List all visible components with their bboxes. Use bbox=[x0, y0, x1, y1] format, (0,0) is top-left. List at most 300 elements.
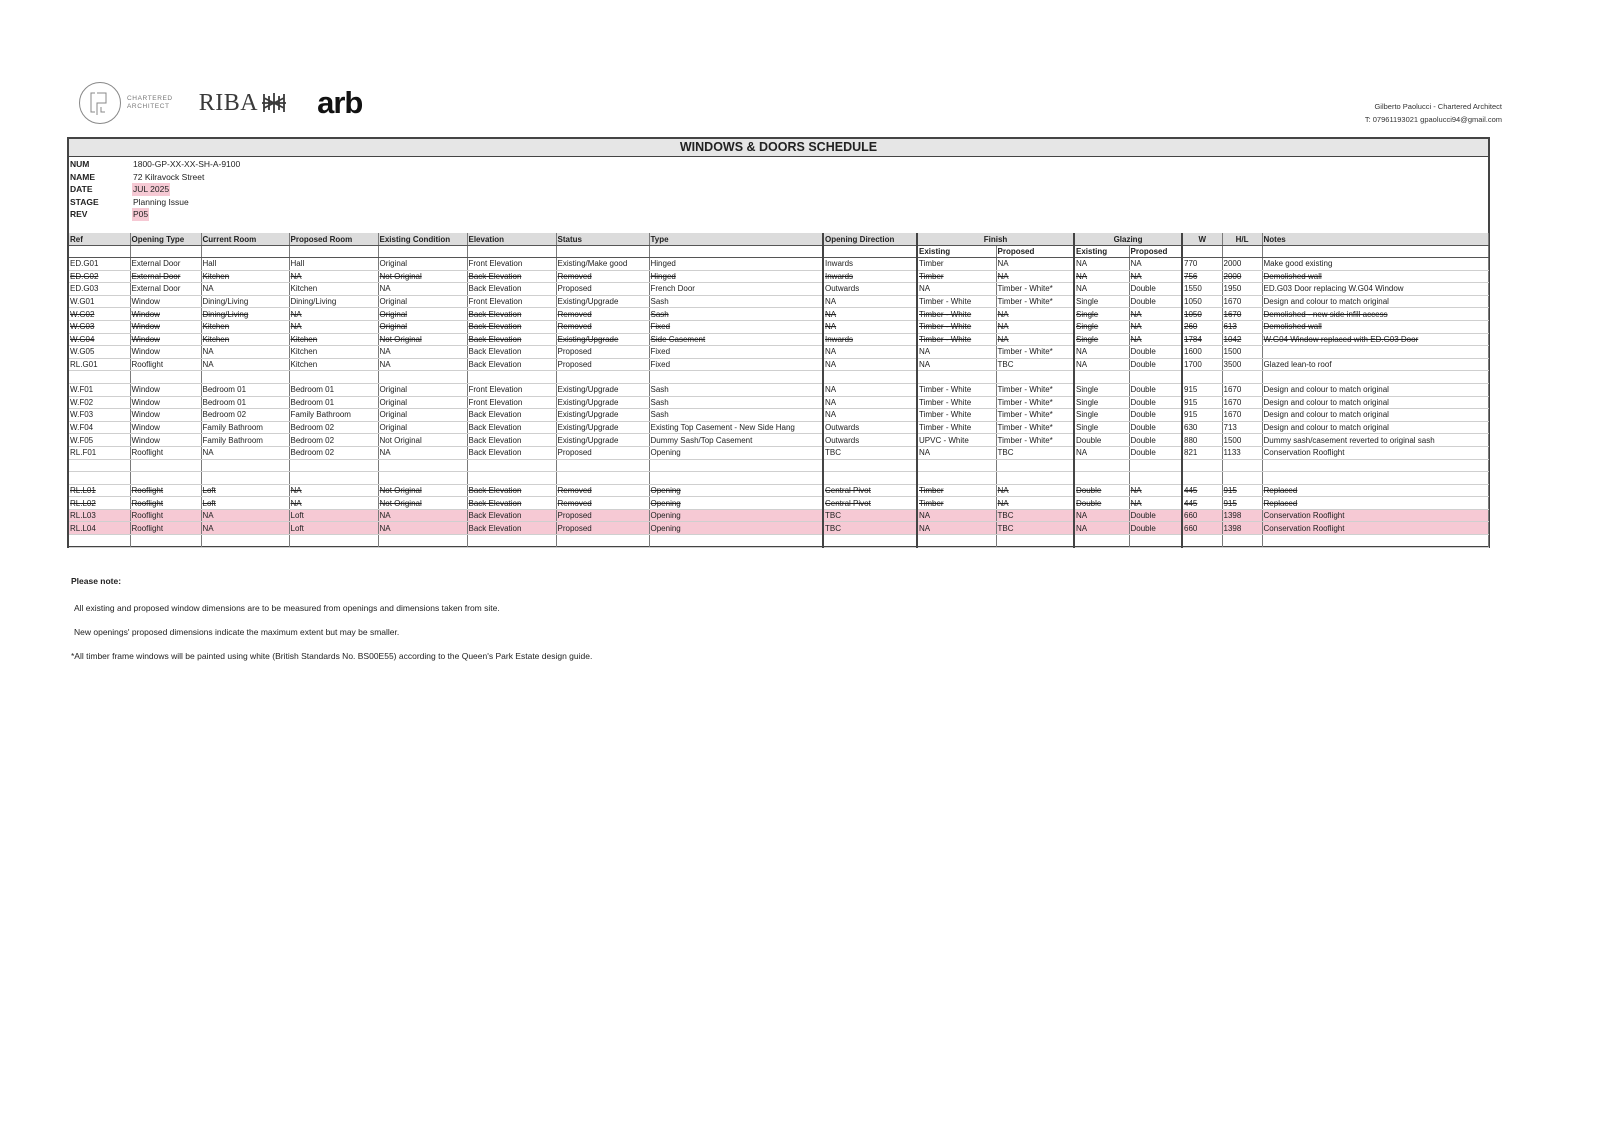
table-row bbox=[69, 522, 1488, 535]
table-cell: Loft bbox=[201, 497, 289, 510]
table-cell: NA bbox=[1074, 522, 1129, 535]
table-cell: 756 bbox=[1182, 270, 1222, 283]
table-cell: 1398 bbox=[1222, 522, 1262, 535]
table-row bbox=[69, 346, 1488, 359]
table-row bbox=[69, 283, 1488, 296]
table-cell: 1670 bbox=[1222, 396, 1262, 409]
table-cell: Back Elevation bbox=[467, 346, 556, 359]
table-cell: NA bbox=[823, 383, 917, 396]
table-cell: Opening bbox=[649, 484, 823, 497]
table-cell: Window bbox=[130, 333, 201, 346]
table-cell bbox=[201, 535, 289, 548]
table-cell: NA bbox=[1074, 446, 1129, 459]
table-cell: TBC bbox=[996, 358, 1074, 371]
table-cell: ED.G03 Door replacing W.G04 Window bbox=[1262, 283, 1488, 296]
table-cell: 1784 bbox=[1182, 333, 1222, 346]
table-cell: Demolished - new side infill access bbox=[1262, 308, 1488, 321]
table-cell: 3500 bbox=[1222, 358, 1262, 371]
table-cell: NA bbox=[201, 283, 289, 296]
table-cell bbox=[996, 371, 1074, 384]
table-cell: Existing/Upgrade bbox=[556, 421, 649, 434]
col-proposed-room: Proposed Room bbox=[289, 233, 378, 246]
table-cell: Dummy sash/casement reverted to original sash bbox=[1262, 434, 1488, 447]
table-cell bbox=[1129, 472, 1182, 485]
table-cell: 1550 bbox=[1182, 283, 1222, 296]
table-cell: Not Original bbox=[378, 270, 467, 283]
table-cell: NA bbox=[996, 484, 1074, 497]
table-cell: 770 bbox=[1182, 258, 1222, 271]
table-cell: Window bbox=[130, 383, 201, 396]
table-cell: Timber - White* bbox=[996, 409, 1074, 422]
table-cell: 1050 bbox=[1182, 308, 1222, 321]
table-row bbox=[69, 421, 1488, 434]
table-cell: Original bbox=[378, 308, 467, 321]
table-cell: Sash bbox=[649, 308, 823, 321]
table-cell: 2000 bbox=[1222, 270, 1262, 283]
col-glazing: Glazing bbox=[1074, 233, 1182, 246]
table-cell bbox=[1262, 535, 1488, 548]
table-cell: NA bbox=[1074, 358, 1129, 371]
table-cell: 915 bbox=[1182, 396, 1222, 409]
table-cell bbox=[996, 535, 1074, 548]
table-cell: Single bbox=[1074, 308, 1129, 321]
table-row bbox=[69, 333, 1488, 346]
table-cell: Window bbox=[130, 434, 201, 447]
table-cell: Make good existing bbox=[1262, 258, 1488, 271]
table-cell: NA bbox=[996, 333, 1074, 346]
table-spacer-row bbox=[69, 371, 1488, 384]
table-cell: Outwards bbox=[823, 421, 917, 434]
table-cell: 713 bbox=[1222, 421, 1262, 434]
table-cell: Outwards bbox=[823, 283, 917, 296]
table-cell bbox=[556, 371, 649, 384]
table-cell: TBC bbox=[996, 446, 1074, 459]
note-line: All existing and proposed window dimensions are to be measured from openings and dimensions taken from site. bbox=[74, 603, 500, 613]
table-cell: Bedroom 01 bbox=[201, 383, 289, 396]
table-cell: RL.L01 bbox=[69, 484, 130, 497]
table-cell: Timber - White bbox=[917, 409, 996, 422]
table-cell: NA bbox=[1074, 283, 1129, 296]
table-cell: Back Elevation bbox=[467, 446, 556, 459]
table-cell: Window bbox=[130, 396, 201, 409]
table-cell bbox=[1182, 535, 1222, 548]
table-cell: Window bbox=[130, 409, 201, 422]
table-cell bbox=[823, 535, 917, 548]
table-cell: Opening bbox=[649, 509, 823, 522]
table-cell: Single bbox=[1074, 295, 1129, 308]
meta-row bbox=[69, 158, 1488, 171]
col-finish: Finish bbox=[917, 233, 1074, 246]
table-cell: NA bbox=[1129, 320, 1182, 333]
table-spacer-row bbox=[69, 459, 1488, 472]
table-cell: W.G01 bbox=[69, 295, 130, 308]
table-cell: NA bbox=[823, 409, 917, 422]
table-cell: Dummy Sash/Top Casement bbox=[649, 434, 823, 447]
gp-logo-line1: CHARTERED bbox=[127, 95, 173, 102]
table-cell: Design and colour to match original bbox=[1262, 421, 1488, 434]
table-cell: NA bbox=[378, 283, 467, 296]
table-cell bbox=[467, 472, 556, 485]
col-existing-condition: Existing Condition bbox=[378, 233, 467, 246]
table-cell: Removed bbox=[556, 270, 649, 283]
table-cell: RL.L04 bbox=[69, 522, 130, 535]
table-header-row bbox=[69, 233, 1488, 246]
table-cell: W.G02 bbox=[69, 308, 130, 321]
table-cell: TBC bbox=[823, 509, 917, 522]
table-cell: NA bbox=[1074, 258, 1129, 271]
table-cell bbox=[378, 535, 467, 548]
logo-bar bbox=[78, 79, 362, 127]
table-cell: NA bbox=[378, 446, 467, 459]
meta-row bbox=[69, 183, 1488, 196]
table-cell: Double bbox=[1074, 434, 1129, 447]
schedule-table bbox=[69, 233, 1489, 548]
table-cell: Sash bbox=[649, 409, 823, 422]
table-cell: 915 bbox=[1222, 497, 1262, 510]
table-cell: TBC bbox=[823, 522, 917, 535]
schedule-sheet bbox=[67, 137, 1490, 548]
table-cell: Back Elevation bbox=[467, 308, 556, 321]
table-row bbox=[69, 409, 1488, 422]
table-row bbox=[69, 270, 1488, 283]
table-cell bbox=[1074, 472, 1129, 485]
table-cell: ED.G01 bbox=[69, 258, 130, 271]
table-cell: Kitchen bbox=[201, 270, 289, 283]
table-cell: Proposed bbox=[556, 346, 649, 359]
table-cell: NA bbox=[201, 346, 289, 359]
meta-value: Planning Issue bbox=[133, 196, 189, 207]
table-cell: Double bbox=[1129, 409, 1182, 422]
riba-wordmark: RIBA bbox=[198, 89, 259, 116]
table-cell: Single bbox=[1074, 421, 1129, 434]
table-cell bbox=[1222, 535, 1262, 548]
table-cell: External Door bbox=[130, 258, 201, 271]
table-cell: ED.G03 bbox=[69, 283, 130, 296]
table-spacer-row bbox=[69, 535, 1488, 548]
table-cell bbox=[1182, 371, 1222, 384]
table-cell: W.F01 bbox=[69, 383, 130, 396]
table-cell bbox=[467, 459, 556, 472]
table-cell: NA bbox=[1129, 484, 1182, 497]
table-cell: Central Pivot bbox=[823, 484, 917, 497]
table-cell bbox=[130, 535, 201, 548]
table-cell: Not Original bbox=[378, 484, 467, 497]
table-cell: Fixed bbox=[649, 358, 823, 371]
col-notes: Notes bbox=[1262, 233, 1488, 246]
table-cell: Sash bbox=[649, 295, 823, 308]
table-cell: Loft bbox=[289, 509, 378, 522]
notes-heading: Please note: bbox=[71, 576, 122, 586]
table-cell: Hall bbox=[289, 258, 378, 271]
table-cell: 1500 bbox=[1222, 434, 1262, 447]
table-cell: 915 bbox=[1182, 383, 1222, 396]
table-row bbox=[69, 497, 1488, 510]
table-cell bbox=[378, 459, 467, 472]
table-cell: NA bbox=[289, 308, 378, 321]
table-cell: Replaced bbox=[1262, 497, 1488, 510]
table-cell bbox=[1262, 371, 1488, 384]
table-cell: Bedroom 02 bbox=[289, 421, 378, 434]
table-cell: Timber bbox=[917, 484, 996, 497]
table-cell: NA bbox=[917, 522, 996, 535]
table-cell: NA bbox=[917, 346, 996, 359]
table-cell: Back Elevation bbox=[467, 333, 556, 346]
table-cell: NA bbox=[378, 509, 467, 522]
sheet-title: WINDOWS & DOORS SCHEDULE bbox=[69, 139, 1488, 157]
table-cell bbox=[649, 371, 823, 384]
table-cell: Hinged bbox=[649, 270, 823, 283]
table-cell bbox=[1222, 459, 1262, 472]
table-cell: Timber - White* bbox=[996, 283, 1074, 296]
table-cell bbox=[289, 472, 378, 485]
col-type: Type bbox=[649, 233, 823, 246]
table-cell: Front Elevation bbox=[467, 396, 556, 409]
table-cell bbox=[1129, 459, 1182, 472]
table-cell: Opening bbox=[649, 522, 823, 535]
table-cell: Front Elevation bbox=[467, 295, 556, 308]
table-cell: Window bbox=[130, 346, 201, 359]
table-cell: Rooflight bbox=[130, 484, 201, 497]
table-cell: Kitchen bbox=[289, 358, 378, 371]
table-cell: 1670 bbox=[1222, 308, 1262, 321]
table-cell bbox=[556, 472, 649, 485]
table-cell: NA bbox=[1129, 270, 1182, 283]
table-cell bbox=[69, 472, 130, 485]
table-cell: Removed bbox=[556, 484, 649, 497]
table-cell: NA bbox=[201, 522, 289, 535]
table-cell: 1670 bbox=[1222, 295, 1262, 308]
table-cell: 915 bbox=[1182, 409, 1222, 422]
table-cell bbox=[917, 371, 996, 384]
table-cell: NA bbox=[823, 358, 917, 371]
table-row bbox=[69, 446, 1488, 459]
table-row bbox=[69, 295, 1488, 308]
table-cell: ED.G02 bbox=[69, 270, 130, 283]
table-cell: Double bbox=[1129, 446, 1182, 459]
table-cell: Existing/Upgrade bbox=[556, 333, 649, 346]
table-cell: Kitchen bbox=[289, 283, 378, 296]
table-cell: NA bbox=[1074, 270, 1129, 283]
table-cell: Window bbox=[130, 308, 201, 321]
sheet-meta bbox=[69, 157, 1488, 232]
table-cell bbox=[289, 535, 378, 548]
table-cell: Family Bathroom bbox=[201, 421, 289, 434]
table-cell: Family Bathroom bbox=[289, 409, 378, 422]
table-cell: NA bbox=[289, 497, 378, 510]
table-cell: NA bbox=[917, 509, 996, 522]
col-glazing-proposed: Proposed bbox=[1129, 246, 1182, 258]
table-cell: 613 bbox=[1222, 320, 1262, 333]
table-cell: Rooflight bbox=[130, 497, 201, 510]
table-cell: Window bbox=[130, 320, 201, 333]
table-cell: Rooflight bbox=[130, 509, 201, 522]
table-cell: Existing/Upgrade bbox=[556, 295, 649, 308]
table-cell bbox=[1129, 371, 1182, 384]
table-cell: Double bbox=[1129, 346, 1182, 359]
col-opening-direction: Opening Direction bbox=[823, 233, 917, 246]
table-cell bbox=[823, 371, 917, 384]
table-cell: Conservation Rooflight bbox=[1262, 509, 1488, 522]
table-cell: Original bbox=[378, 409, 467, 422]
table-cell: 1398 bbox=[1222, 509, 1262, 522]
table-cell: NA bbox=[378, 522, 467, 535]
col-glazing-existing: Existing bbox=[1074, 246, 1129, 258]
table-cell: External Door bbox=[130, 270, 201, 283]
table-cell: 1050 bbox=[1182, 295, 1222, 308]
note-line: New openings' proposed dimensions indicate the maximum extent but may be smaller. bbox=[74, 627, 400, 637]
table-cell bbox=[289, 371, 378, 384]
table-cell: Timber - White bbox=[917, 333, 996, 346]
table-cell bbox=[1182, 472, 1222, 485]
table-cell: Not Original bbox=[378, 497, 467, 510]
table-cell: 1670 bbox=[1222, 409, 1262, 422]
table-cell: 1042 bbox=[1222, 333, 1262, 346]
table-cell: Bedroom 01 bbox=[289, 383, 378, 396]
table-cell: Hinged bbox=[649, 258, 823, 271]
table-cell: Demolished wall bbox=[1262, 270, 1488, 283]
table-cell: W.F04 bbox=[69, 421, 130, 434]
table-cell: Inwards bbox=[823, 270, 917, 283]
table-cell: Single bbox=[1074, 409, 1129, 422]
table-cell: Existing/Make good bbox=[556, 258, 649, 271]
table-cell bbox=[69, 459, 130, 472]
table-cell: Front Elevation bbox=[467, 383, 556, 396]
table-cell: Original bbox=[378, 421, 467, 434]
table-cell: 1133 bbox=[1222, 446, 1262, 459]
table-cell: Window bbox=[130, 421, 201, 434]
table-cell: TBC bbox=[823, 446, 917, 459]
table-cell: Opening bbox=[649, 497, 823, 510]
table-cell: 821 bbox=[1182, 446, 1222, 459]
table-cell bbox=[917, 459, 996, 472]
table-cell: Bedroom 02 bbox=[201, 409, 289, 422]
table-cell bbox=[467, 535, 556, 548]
table-cell: Double bbox=[1129, 283, 1182, 296]
table-cell: Timber - White* bbox=[996, 346, 1074, 359]
table-cell: Loft bbox=[289, 522, 378, 535]
table-cell: Back Elevation bbox=[467, 283, 556, 296]
table-row bbox=[69, 308, 1488, 321]
meta-value: P05 bbox=[133, 209, 149, 219]
table-cell: Inwards bbox=[823, 258, 917, 271]
table-cell: NA bbox=[1129, 258, 1182, 271]
table-cell: NA bbox=[201, 358, 289, 371]
table-cell bbox=[996, 459, 1074, 472]
table-cell: NA bbox=[996, 497, 1074, 510]
meta-label: DATE bbox=[70, 184, 93, 194]
table-cell: Original bbox=[378, 396, 467, 409]
note-line: *All timber frame windows will be painted using white (British Standards No. BS00E55) according to the Queen's Park Estate design guide. bbox=[71, 651, 593, 661]
table-cell: Timber - White* bbox=[996, 383, 1074, 396]
table-cell: Double bbox=[1129, 509, 1182, 522]
table-cell: Conservation Rooflight bbox=[1262, 522, 1488, 535]
table-row bbox=[69, 396, 1488, 409]
meta-row bbox=[69, 208, 1488, 221]
table-cell: Kitchen bbox=[289, 346, 378, 359]
table-cell: W.F03 bbox=[69, 409, 130, 422]
table-cell: Double bbox=[1074, 497, 1129, 510]
table-cell bbox=[467, 371, 556, 384]
table-cell: 915 bbox=[1222, 484, 1262, 497]
table-cell: NA bbox=[1074, 346, 1129, 359]
table-cell: Existing/Upgrade bbox=[556, 434, 649, 447]
table-cell: Single bbox=[1074, 383, 1129, 396]
gp-monogram-icon bbox=[78, 81, 122, 125]
col-elevation: Elevation bbox=[467, 233, 556, 246]
table-cell: NA bbox=[201, 446, 289, 459]
table-cell: NA bbox=[917, 358, 996, 371]
table-cell: W.G04 Window replaced with ED.G03 Door bbox=[1262, 333, 1488, 346]
table-cell: Timber - White* bbox=[996, 396, 1074, 409]
table-cell: Proposed bbox=[556, 358, 649, 371]
table-cell: Hall bbox=[201, 258, 289, 271]
table-cell: Window bbox=[130, 295, 201, 308]
table-cell: Back Elevation bbox=[467, 484, 556, 497]
table-cell: Back Elevation bbox=[467, 421, 556, 434]
table-cell: Design and colour to match original bbox=[1262, 409, 1488, 422]
table-cell: NA bbox=[1129, 497, 1182, 510]
notes-section bbox=[71, 576, 592, 675]
table-cell: NA bbox=[289, 270, 378, 283]
table-cell: Existing/Upgrade bbox=[556, 396, 649, 409]
meta-row bbox=[69, 171, 1488, 184]
table-cell: Single bbox=[1074, 333, 1129, 346]
table-cell: Original bbox=[378, 320, 467, 333]
table-cell: 445 bbox=[1182, 484, 1222, 497]
contact-details: T: 07961193021 gpaolucci94@gmail.com bbox=[1364, 115, 1502, 124]
table-cell: Timber bbox=[917, 497, 996, 510]
table-cell: NA bbox=[996, 308, 1074, 321]
table-cell bbox=[1074, 371, 1129, 384]
table-cell: Bedroom 01 bbox=[201, 396, 289, 409]
riba-emblem-icon bbox=[261, 92, 287, 114]
col-finish-proposed: Proposed bbox=[996, 246, 1074, 258]
table-cell: Rooflight bbox=[130, 358, 201, 371]
table-cell: Design and colour to match original bbox=[1262, 295, 1488, 308]
table-cell: Double bbox=[1129, 396, 1182, 409]
table-cell: Timber - White bbox=[917, 421, 996, 434]
arb-logo: arb bbox=[317, 85, 363, 120]
table-cell: NA bbox=[823, 346, 917, 359]
table-cell: 660 bbox=[1182, 522, 1222, 535]
table-cell: TBC bbox=[996, 509, 1074, 522]
table-cell: Kitchen bbox=[201, 320, 289, 333]
col-current-room: Current Room bbox=[201, 233, 289, 246]
col-status: Status bbox=[556, 233, 649, 246]
table-row bbox=[69, 509, 1488, 522]
table-cell: French Door bbox=[649, 283, 823, 296]
table-cell bbox=[378, 472, 467, 485]
table-cell: Single bbox=[1074, 396, 1129, 409]
table-cell bbox=[201, 371, 289, 384]
table-cell: 1600 bbox=[1182, 346, 1222, 359]
table-cell: Sash bbox=[649, 396, 823, 409]
table-cell: Proposed bbox=[556, 283, 649, 296]
table-cell: 445 bbox=[1182, 497, 1222, 510]
table-cell: NA bbox=[823, 295, 917, 308]
table-cell: Fixed bbox=[649, 346, 823, 359]
table-cell: 880 bbox=[1182, 434, 1222, 447]
table-cell: RL.G01 bbox=[69, 358, 130, 371]
table-cell: Timber - White bbox=[917, 308, 996, 321]
table-cell: 1700 bbox=[1182, 358, 1222, 371]
table-cell: Kitchen bbox=[201, 333, 289, 346]
table-cell: Existing/Upgrade bbox=[556, 383, 649, 396]
gp-logo-line2: ARCHITECT bbox=[127, 103, 170, 110]
table-cell: Removed bbox=[556, 308, 649, 321]
table-cell: Back Elevation bbox=[467, 497, 556, 510]
table-cell bbox=[649, 472, 823, 485]
